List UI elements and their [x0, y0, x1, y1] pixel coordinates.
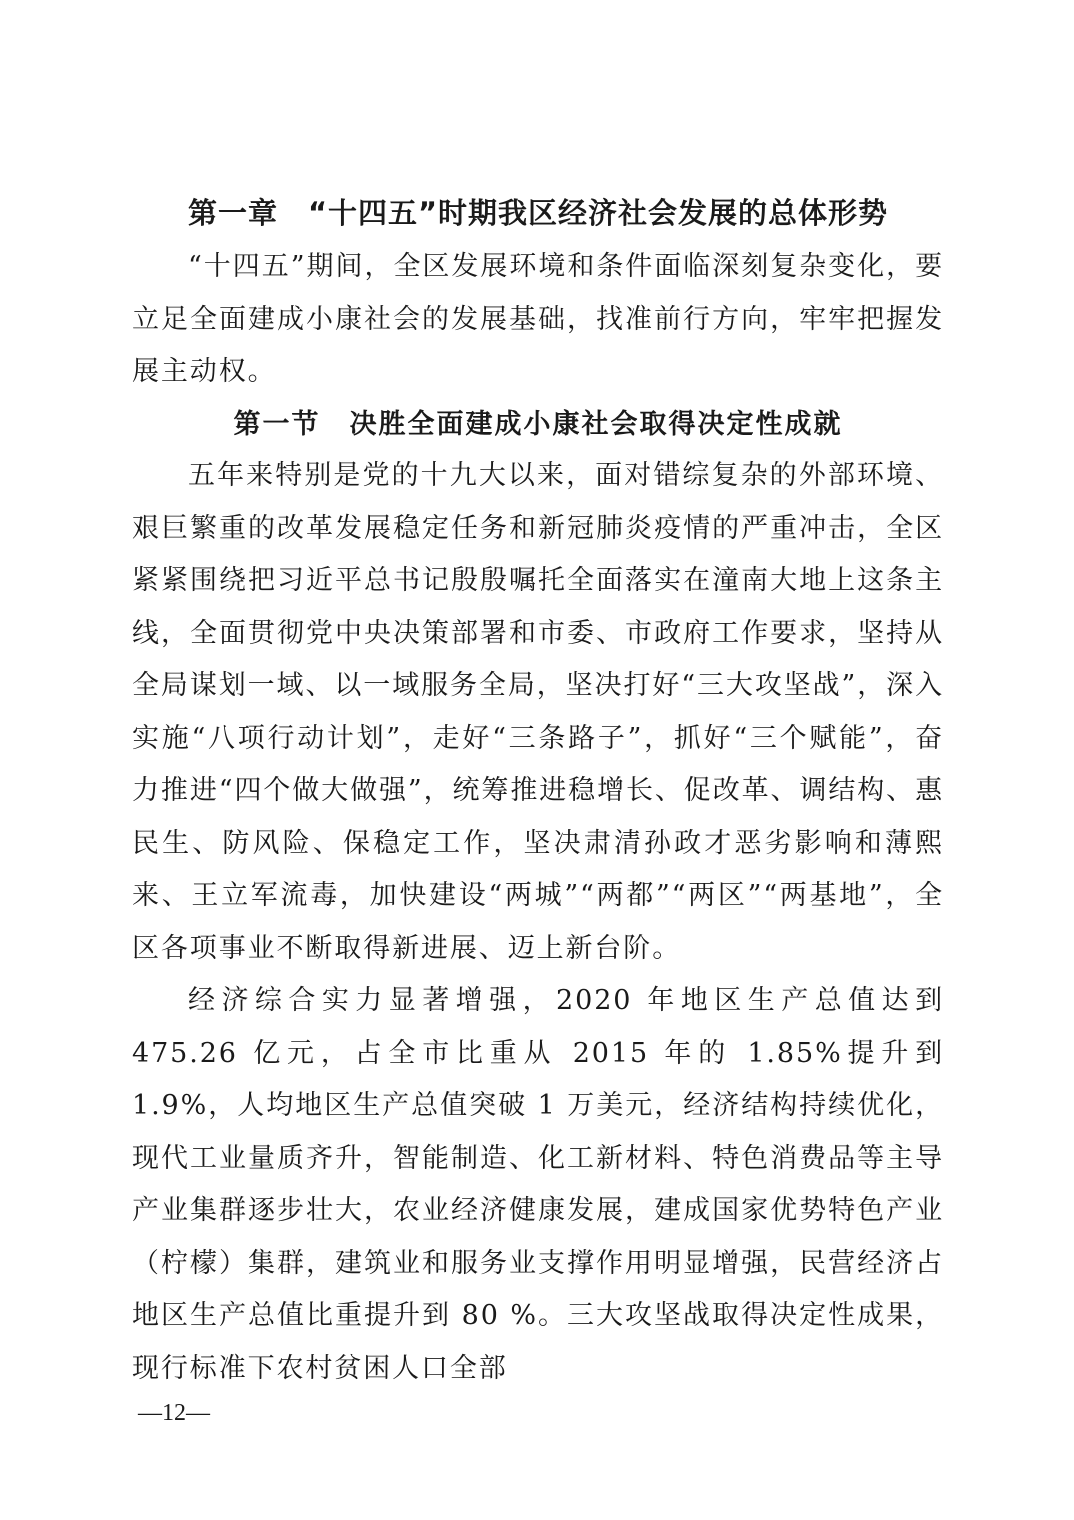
body-paragraph-economy: 经济综合实力显著增强，2020 年地区生产总值达到 475.26 亿元，占全市比重从 2015 年的 1.85%提升到 1.9%，人均地区生产总值突破 1 万美元，经济结构持续优化，现代工业量质齐升，智能制造、化工新材料、特色消费品等主导产业集群逐步壮大，农业经济健康发展，建成国家优势特色产业（柠檬）集群，建筑业和服务业支撑作用明显增强，民营经济占地区生产总值比重提升到 80 %。三大攻坚战取得决定性成果，现行标准下农村贫困人口全部	[132, 985, 944, 1384]
page-number: —12—	[138, 1400, 210, 1426]
body-paragraph-achievements: 五年来特别是党的十九大以来，面对错综复杂的外部环境、艰巨繁重的改革发展稳定任务和新冠肺炎疫情的严重冲击，全区紧紧围绕把习近平总书记殷殷嘱托全面落实在潼南大地上这条主线，全面贯彻党中央决策部署和市委、市政府工作要求，坚持从全局谋划一域、以一域服务全局，坚决打好“三大攻坚战”，深入实施“八项行动计划”，走好“三条路子”，抓好“三个赋能”，奋力推进“四个做大做强”，统筹推进稳增长、促改革、调结构、惠民生、防风险、保稳定工作，坚决肃清孙政才恶劣影响和薄熙来、王立军流毒，加快建设“两城”“两都”“两区”“两基地”，全区各项事业不断取得新进展、迈上新台阶。	[132, 460, 944, 964]
intro-paragraph: “十四五”期间，全区发展环境和条件面临深刻复杂变化，要立足全面建成小康社会的发展基础，找准前行方向，牢牢把握发展主动权。	[132, 251, 944, 387]
section-title: 第一节 决胜全面建成小康社会取得决定性成就	[233, 409, 843, 440]
chapter-title: 第一章 “十四五”时期我区经济社会发展的总体形势	[187, 196, 889, 230]
